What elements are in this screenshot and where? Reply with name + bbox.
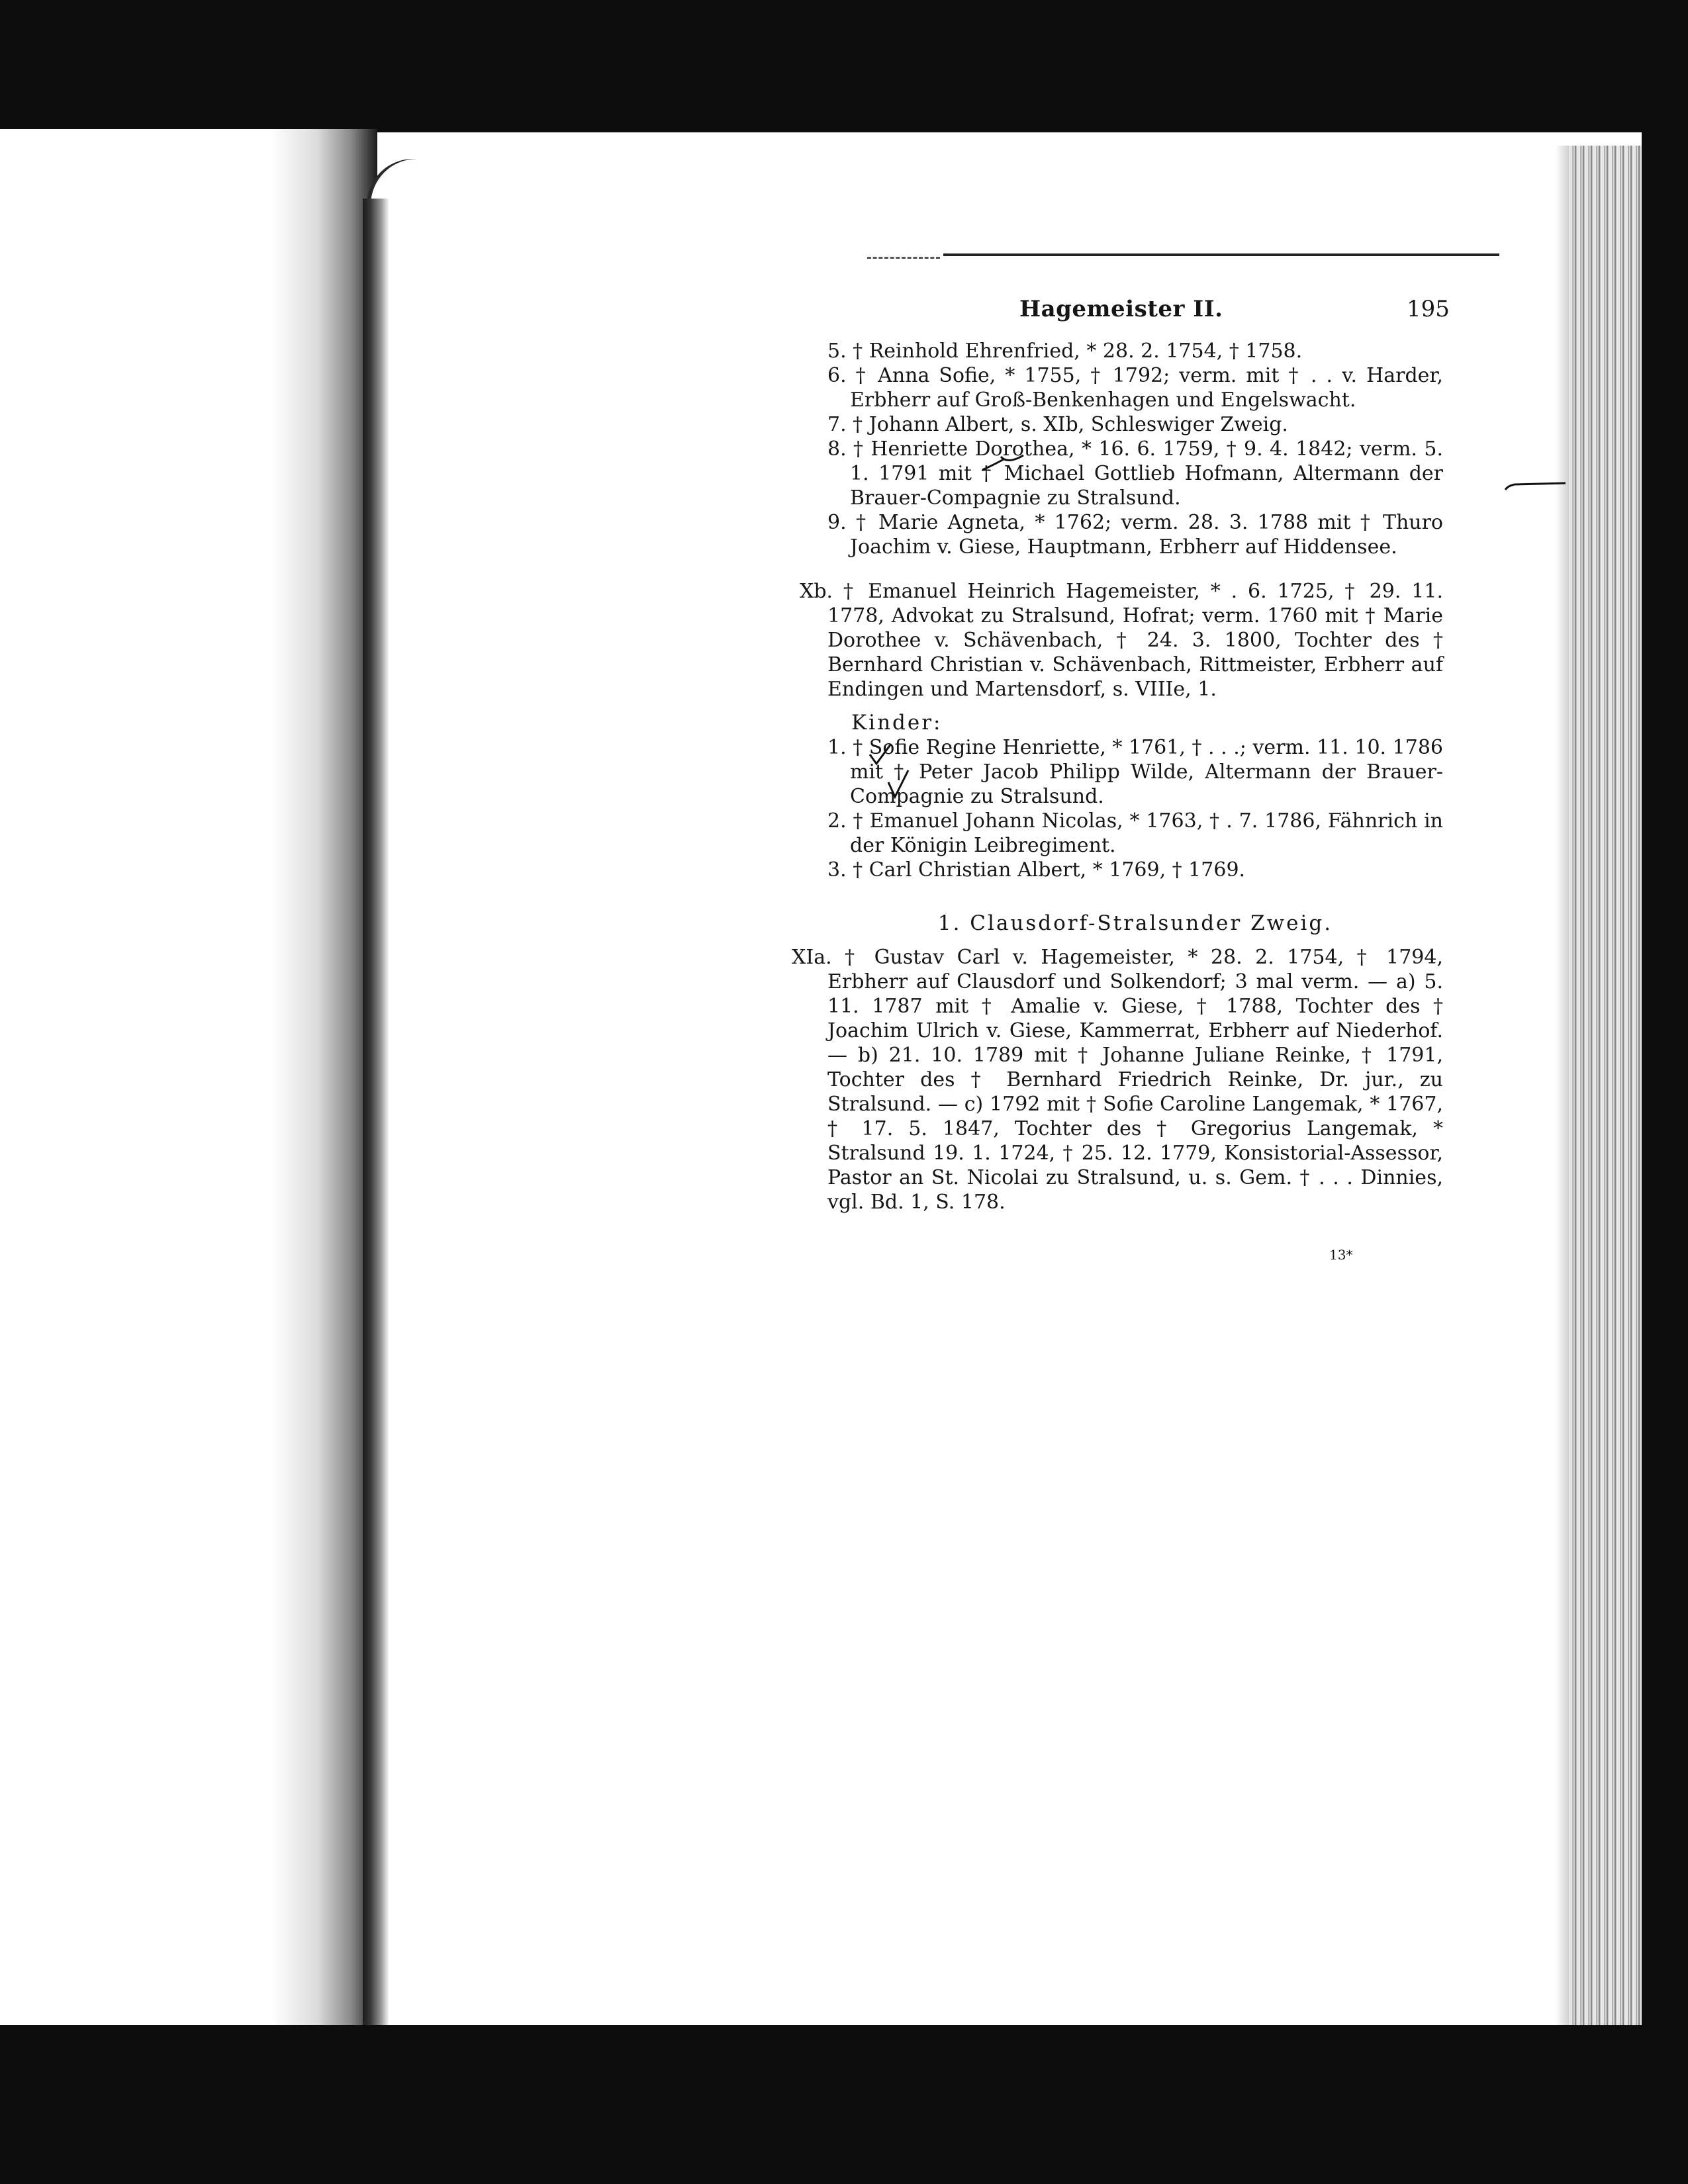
book-gutter [363, 199, 389, 2052]
scan-border-bottom [0, 2025, 1688, 2184]
page-stack-edges [1569, 146, 1642, 2038]
child-1: 1. † Sofie Regine Henriette, * 1761, † . . .; verm. 11. 10. 1786 mit † Peter Jacob Philipp Wilde, Altermann der Brauer-Compagnie zu Stralsund. [827, 736, 1443, 808]
header-rule-dashed [867, 257, 940, 259]
entry-8: 8. † Henriette Dorothea, * 16. 6. 1759, † 9. 4. 1842; verm. 5. 1. 1791 mit † Michael Gottlieb Hofmann, Altermann der Brauer-Compagnie zu Stralsund. [827, 437, 1443, 510]
pen-annotation-check-child1 [886, 768, 912, 801]
page-body [792, 339, 1443, 1214]
kinder-label: Kinder: [851, 711, 943, 735]
signature-mark: 13* [1329, 1247, 1353, 1263]
pen-annotation-check-kinder [867, 741, 894, 768]
left-page [0, 129, 377, 2062]
entry-5: 5. † Reinhold Ehrenfried, * 28. 2. 1754, † 1758. [827, 340, 1303, 363]
child-2: 2. † Emanuel Johann Nicolas, * 1763, † . 7. 1786, Fähnrich in der Königin Leibregiment. [827, 809, 1443, 857]
entry-7: 7. † Johann Albert, s. XIb, Schleswiger Zweig. [827, 413, 1288, 436]
entry-6: 6. † Anna Sofie, * 1755, † 1792; verm. mit † . . v. Harder, Erbherr auf Groß-Benkenhagen und Engelswacht. [827, 364, 1443, 412]
running-title: Hagemeister II. [1019, 296, 1223, 322]
page-number: 195 [1407, 296, 1450, 322]
entry-xb: Xb. † Emanuel Heinrich Hagemeister, * . 6. 1725, † 29. 11. 1778, Advokat zu Stralsund, Hofrat; verm. 1760 mit † Marie Dorothee v. Schävenbach, † 24. 3. 1800, Tochter des † Bernhard Christian v. Schävenbach, Rittmeister, Erbherr auf Endingen und Martensdorf, s. VIIIe, 1. [800, 580, 1443, 701]
entry-xia: XIa. † Gustav Carl v. Hagemeister, * 28. 2. 1754, † 1794, Erbherr auf Clausdorf und Solkendorf; 3 mal verm. — a) 5. 11. 1787 mit † Amalie v. Giese, † 1788, Tochter des † Joachim Ulrich v. Giese, Kammerrat, Erbherr auf Niederhof. — b) 21. 10. 1789 mit † Johanne Juliane Reinke, † 1791, Tochter des † Bernhard Friedrich Reinke, Dr. jur., zu Stralsund. — c) 1792 mit † Sofie Caroline Langemak, * 1767, † 17. 5. 1847, Tochter des † Gregorius Langemak, * Stralsund 19. 1. 1724, † 25. 12. 1779, Konsistorial-Assessor, Pastor an St. Nicolai zu Stralsund, u. s. Gem. † . . . Dinnies, vgl. Bd. 1, S. 178. [792, 946, 1443, 1214]
pen-annotation-check-8 [981, 450, 1027, 477]
child-3: 3. † Carl Christian Albert, * 1769, † 1769. [827, 858, 1246, 882]
scan-border-top [0, 0, 1688, 132]
scan-border-right [1642, 0, 1688, 2184]
entry-9: 9. † Marie Agneta, * 1762; verm. 28. 3. 1788 mit † Thuro Joachim v. Giese, Hauptmann, Erbherr auf Hiddensee. [827, 511, 1443, 559]
pen-annotation-arrow [1503, 470, 1569, 496]
section-heading: 1. Clausdorf-Stralsunder Zweig. [937, 911, 1333, 935]
header-rule [943, 253, 1499, 256]
